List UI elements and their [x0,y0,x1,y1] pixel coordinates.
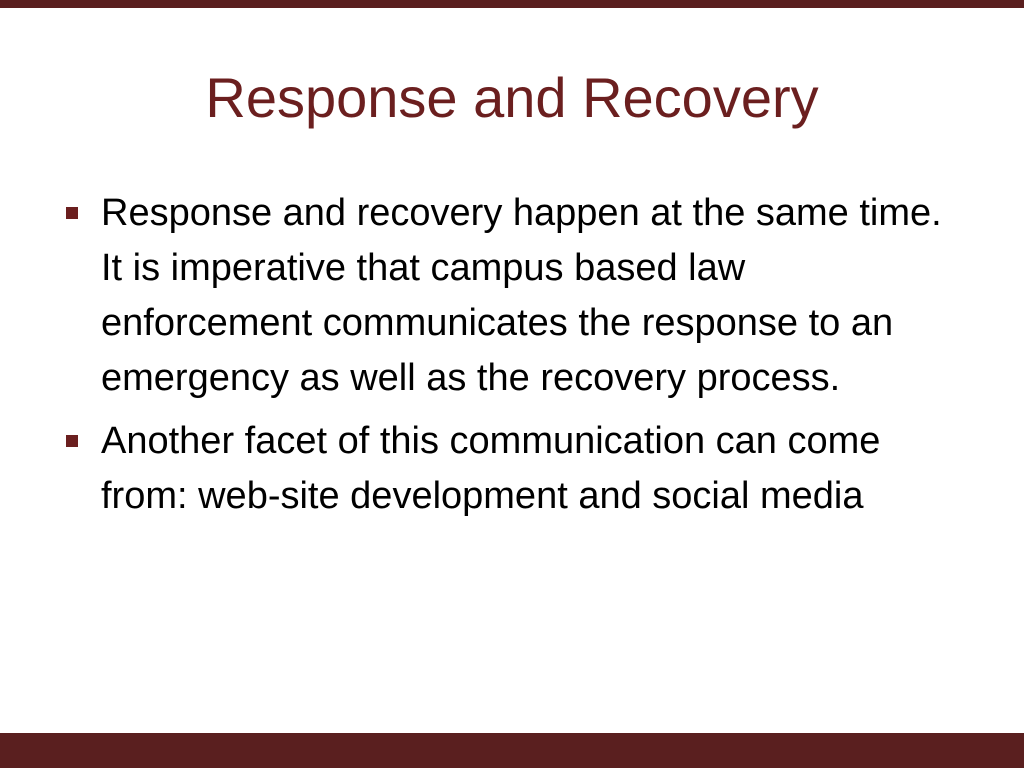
bullet-text: Another facet of this communication can come from: web-site development and social media [101,420,881,517]
slide-title: Response and Recovery [205,66,819,129]
square-bullet-icon [66,207,78,219]
bullet-item-response-recovery [64,186,964,406]
bottom-accent-bar [0,733,1024,768]
top-accent-bar [0,0,1024,8]
bullet-list [64,186,964,532]
bullet-item-communication-facet [64,414,964,524]
bullet-text: Response and recovery happen at the same time. It is imperative that campus based law enforcement communicates the response to an emergency as well as the recovery process. [101,192,942,399]
square-bullet-icon [66,435,78,447]
